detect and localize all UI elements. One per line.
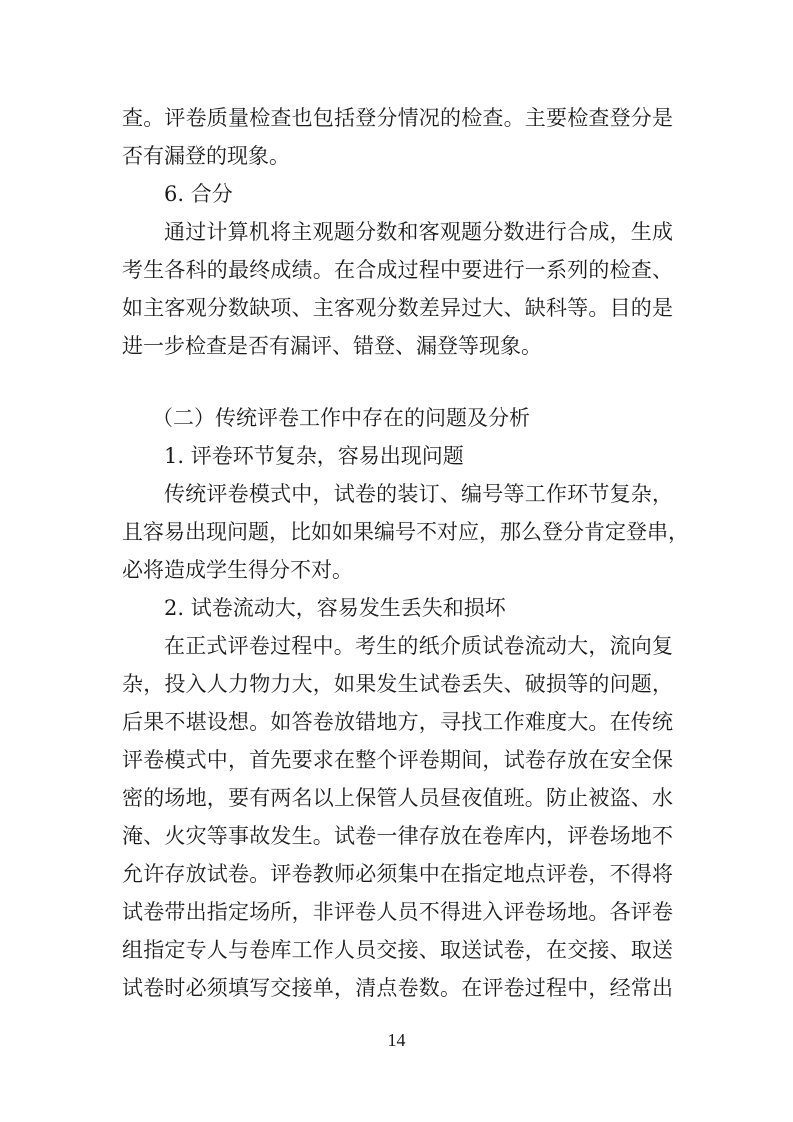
- paragraph-line: 后果不堪设想。如答卷放错地方，寻找工作难度大。在传统: [122, 710, 673, 734]
- paragraph-line: 通过计算机将主观题分数和客观题分数进行合成，生成: [164, 220, 673, 244]
- paragraph-line: 且容易出现问题，比如如果编号不对应，那么登分肯定登串，: [122, 520, 689, 544]
- subheading-6: 6. 合分: [164, 182, 233, 206]
- page-number: 14: [387, 1030, 406, 1050]
- paragraph-line: 组指定专人与卷库工作人员交接、取送试卷，在交接、取送: [122, 938, 673, 962]
- subheading-1: 1. 评卷环节复杂，容易出现问题: [164, 444, 464, 468]
- paragraph-line: 试卷带出指定场所，非评卷人员不得进入评卷场地。各评卷: [122, 900, 673, 924]
- paragraph-line: 必将造成学生得分不对。: [122, 558, 353, 582]
- paragraph-line: 进一步检查是否有漏评、错登、漏登等现象。: [122, 334, 542, 358]
- section-title: （二）传统评卷工作中存在的问题及分析: [152, 406, 530, 430]
- paragraph-line: 杂，投入人力物力大，如果发生试卷丢失、破损等的问题，: [122, 672, 673, 696]
- paragraph-line: 允许存放试卷。评卷教师必须集中在指定地点评卷，不得将: [122, 862, 673, 886]
- paragraph-line: 评卷模式中，首先要求在整个评卷期间，试卷存放在安全保: [122, 748, 673, 772]
- paragraph-line: 淹、火灾等事故发生。试卷一律存放在卷库内，评卷场地不: [122, 824, 673, 848]
- paragraph-line: 考生各科的最终成绩。在合成过程中要进行一系列的检查、: [122, 258, 673, 282]
- paragraph-line: 否有漏登的现象。: [122, 144, 290, 168]
- paragraph-line: 在正式评卷过程中。考生的纸介质试卷流动大，流向复: [164, 634, 673, 658]
- paragraph-line: 如主客观分数缺项、主客观分数差异过大、缺科等。目的是: [122, 296, 673, 320]
- paragraph-line: 查。评卷质量检查也包括登分情况的检查。主要检查登分是: [122, 106, 673, 130]
- document-body: [122, 99, 689, 1007]
- paragraph-line: 密的场地，要有两名以上保管人员昼夜值班。防止被盗、水: [122, 786, 673, 810]
- paragraph-line: 试卷时必须填写交接单，清点卷数。在评卷过程中，经常出: [122, 976, 673, 1000]
- paragraph-line: 传统评卷模式中，试卷的装订、编号等工作环节复杂，: [164, 482, 673, 506]
- subheading-2: 2. 试卷流动大，容易发生丢失和损坏: [164, 596, 506, 620]
- section-gap: [122, 365, 673, 399]
